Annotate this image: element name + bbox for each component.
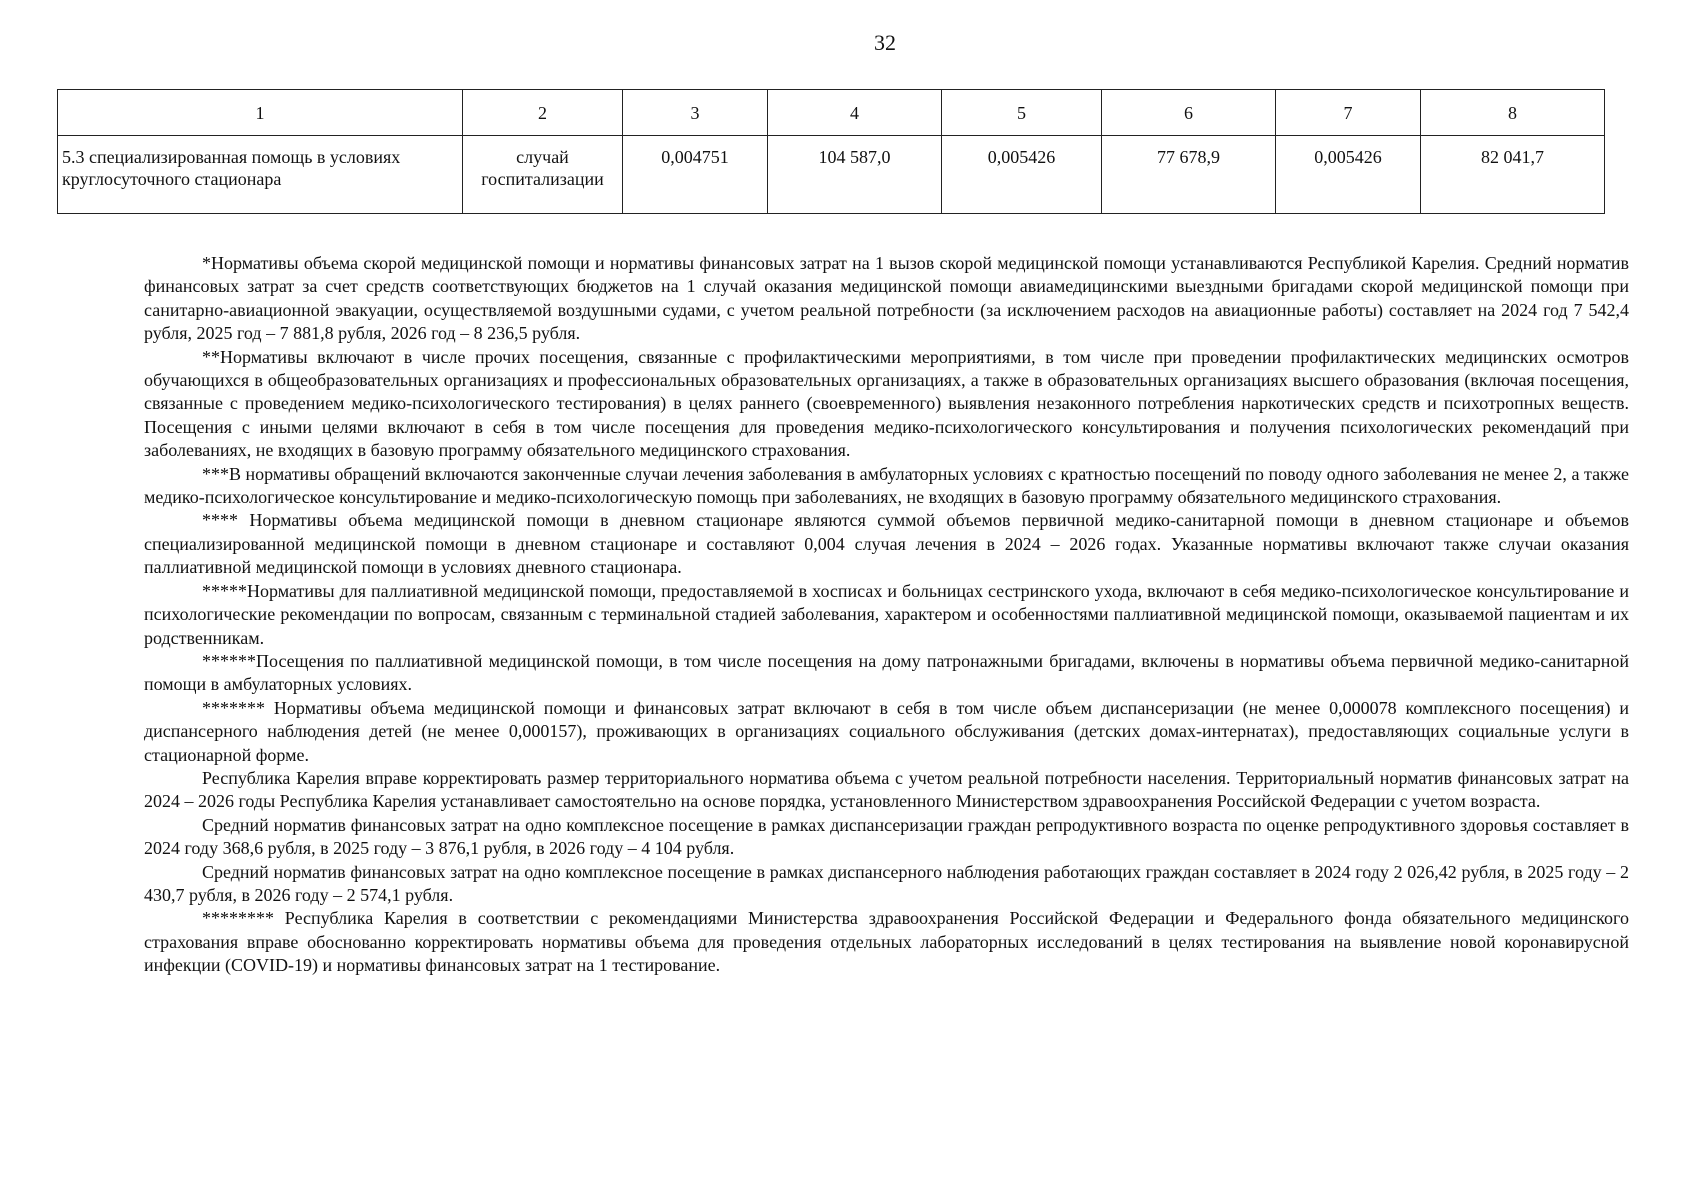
footnote-paragraph: ******* Нормативы объема медицинской помощи и финансовых затрат включают в себя в том числе объем диспансеризации (не менее 0,000078 комплексного посещения) и диспансерного наблюдения детей (не менее 0,000157), проживающих в организациях социального обслуживания (детских домах-интернатах), предоставляющих социальные услуги в стационарной форме. — [144, 697, 1629, 765]
column-header: 3 — [623, 90, 768, 136]
page-number: 32 — [874, 30, 896, 55]
footnote-paragraph: **** Нормативы объема медицинской помощи в дневном стационаре являются суммой объемов первичной медико-санитарной помощи в дневном стационаре и объемов специализированной медицинской помощи в дневном стационаре и составляют 0,004 случая лечения в 2024 – 2026 годах. Указанные нормативы включают также случаи оказания паллиативной медицинской помощи в условиях дневного стационара. — [144, 510, 1629, 578]
column-header: 2 — [463, 90, 623, 136]
footnote-paragraph: Республика Карелия вправе корректировать размер территориального норматива объема с учетом реальной потребности населения. Территориальный норматив финансовых затрат на 2024 – 2026 годы Республика Карелия устанавливает самостоятельно на основе порядка, установленного Министерством здравоохранения Российской Федерации с учетом возраста. — [144, 767, 1629, 812]
footnote-paragraph: ***В нормативы обращений включаются законченные случаи лечения заболевания в амбулаторных условиях с кратностью посещений по поводу одного заболевания не менее 2, а также медико-психологическое консультирование и медико-психологическую помощь при заболеваниях, не входящих в базовую программу обязательного медицинского страхования. — [144, 463, 1629, 508]
table-row — [58, 136, 1605, 214]
norms-table — [57, 89, 1605, 214]
table-cell: 0,005426 — [942, 136, 1102, 214]
column-header: 4 — [768, 90, 942, 136]
footnote-paragraph: ******** Республика Карелия в соответствии с рекомендациями Министерства здравоохранения Российской Федерации и Федерального фонда обязательного медицинского страхования вправе обоснованно корректировать нормативы объема для проведения отдельных лабораторных исследований в целях тестирования на выявление новой коронавирусной инфекции (COVID-19) и нормативы финансовых затрат на 1 тестирование. — [144, 908, 1629, 976]
footnote-paragraph: *Нормативы объема скорой медицинской помощи и нормативы финансовых затрат на 1 вызов скорой медицинской помощи устанавливаются Республикой Карелия. Средний норматив финансовых затрат за счет средств соответствующих бюджетов на 1 случай оказания медицинской помощи авиамедицинскими выездными бригадами скорой медицинской помощи при санитарно-авиационной эвакуации, осуществляемой воздушными судами, с учетом реальной потребности (за исключением расходов на авиационные работы) составляет на 2024 год 7 542,4 рубля, 2025 год – 7 881,8 рубля, 2026 год – 8 236,5 рубля. — [144, 253, 1629, 344]
table-cell: 82 041,7 — [1421, 136, 1605, 214]
footnote-paragraph: *****Нормативы для паллиативной медицинской помощи, предоставляемой в хосписах и больницах сестринского ухода, включают в себя медико-психологическое консультирование и психологические рекомендации по вопросам, связанным с терминальной стадией заболевания, характером и особенностями паллиативной медицинской помощи, оказываемой пациентам и их родственникам. — [144, 580, 1629, 648]
footnote-paragraph: ******Посещения по паллиативной медицинской помощи, в том числе посещения на дому патронажными бригадами, включены в нормативы объема первичной медико-санитарной помощи в амбулаторных условиях. — [144, 650, 1629, 695]
table-header-row — [58, 90, 1605, 136]
row-name-cell: 5.3 специализированная помощь в условиях круглосуточного стационара — [58, 136, 463, 214]
footnote-paragraph: **Нормативы включают в числе прочих посещения, связанные с профилактическими мероприятиями, в том числе при проведении профилактических медицинских осмотров обучающихся в общеобразовательных организациях и профессиональных образовательных организациях, а также в образовательных организациях высшего образования (включая посещения, связанные с проведением медико-психологического тестирования) в целях раннего (своевременного) выявления незаконного потребления наркотических средств и психотропных веществ. Посещения с иными целями включают в себя в том числе посещения для проведения медико-психологического консультирования и получения психологических рекомендаций при заболеваниях, не входящих в базовую программу обязательного медицинского страхования. — [144, 346, 1629, 461]
footnote-paragraph: Средний норматив финансовых затрат на одно комплексное посещение в рамках диспансеризации граждан репродуктивного возраста по оценке репродуктивного здоровья составляет в 2024 году 368,6 рубля, в 2025 году – 3 876,1 рубля, в 2026 году – 4 104 рубля. — [144, 814, 1629, 859]
table-cell: 0,005426 — [1276, 136, 1421, 214]
row-unit-cell: случай госпитализации — [463, 136, 623, 214]
column-header: 7 — [1276, 90, 1421, 136]
table-cell: 77 678,9 — [1102, 136, 1276, 214]
column-header: 1 — [58, 90, 463, 136]
footnote-paragraph: Средний норматив финансовых затрат на одно комплексное посещение в рамках диспансерного наблюдения работающих граждан составляет в 2024 году 2 026,42 рубля, в 2025 году – 2 430,7 рубля, в 2026 году – 2 574,1 рубля. — [144, 861, 1629, 905]
column-header: 8 — [1421, 90, 1605, 136]
table-cell: 0,004751 — [623, 136, 768, 214]
column-header: 5 — [942, 90, 1102, 136]
table-cell: 104 587,0 — [768, 136, 942, 214]
footnotes — [144, 252, 1629, 978]
column-header: 6 — [1102, 90, 1276, 136]
